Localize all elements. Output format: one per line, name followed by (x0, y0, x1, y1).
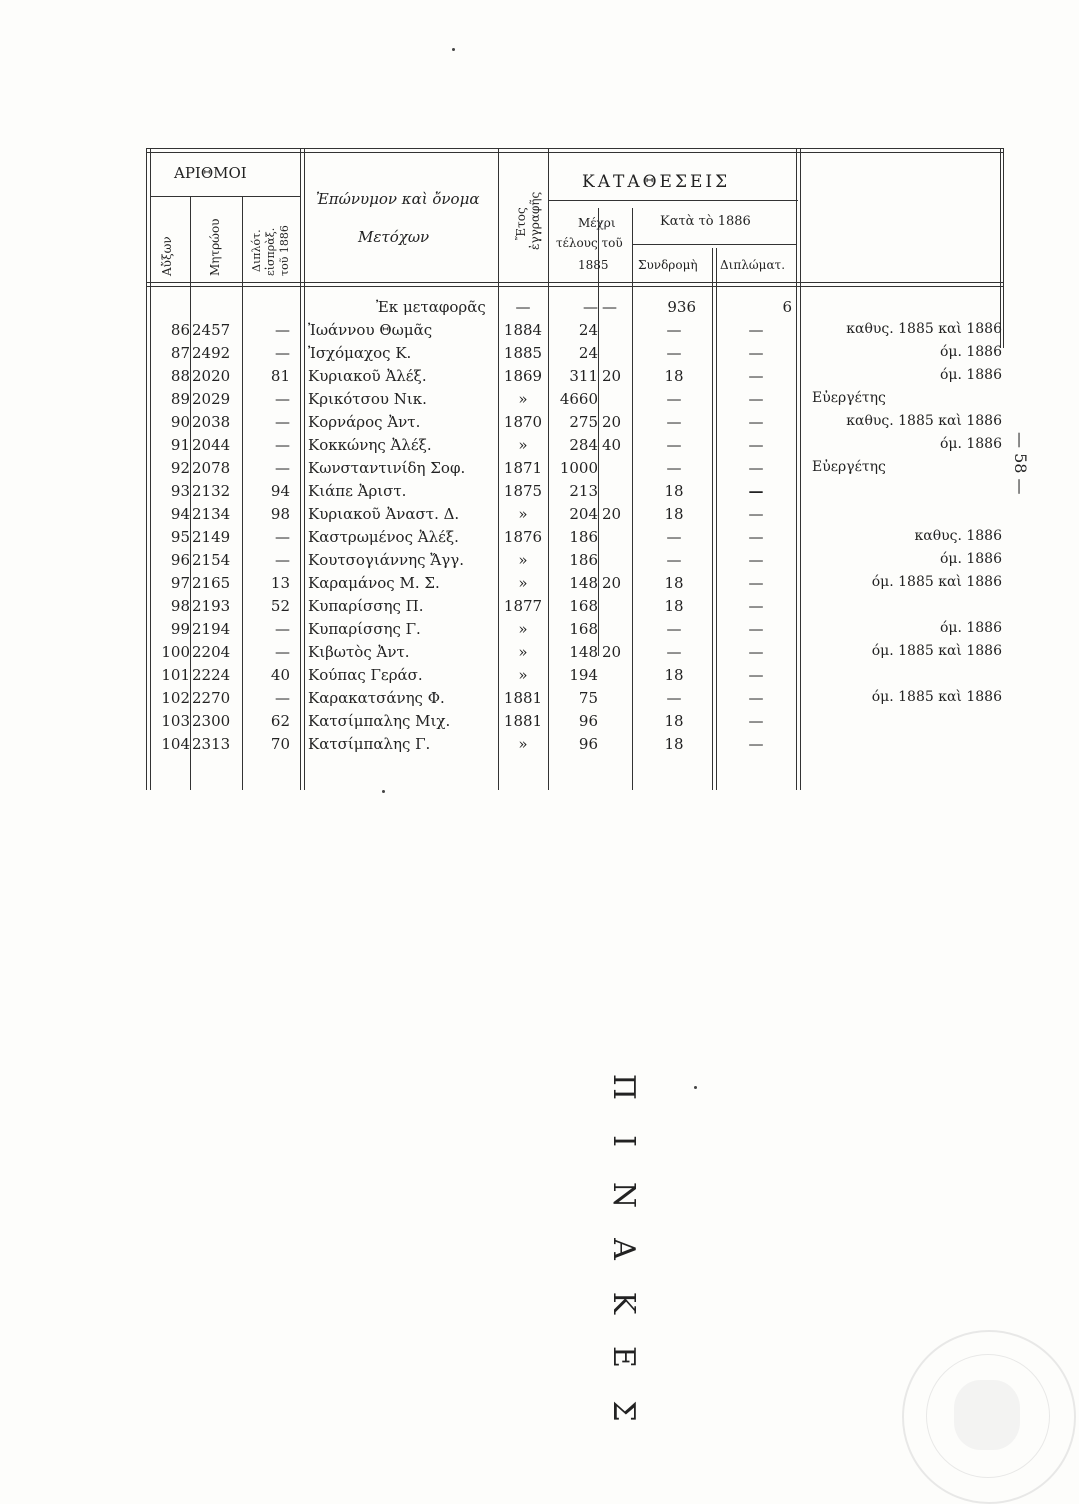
cell-dipl: 52 (270, 597, 290, 615)
header-syndromi: Συνδρομὴ (638, 258, 698, 272)
cell-name: Κιάπε Ἀριστ. (308, 482, 407, 500)
cell-dipl: — (275, 390, 290, 408)
header-mexri-2: τέλους τοῦ (556, 236, 623, 250)
cell-diplomat: — (748, 344, 764, 362)
cell-etos: » (518, 390, 528, 408)
cell-lepta: 20 (602, 367, 622, 385)
cell-syndromi: 18 (664, 666, 684, 684)
cell-note: όμ. 1886 (939, 436, 1002, 452)
cell-dipl: — (275, 344, 290, 362)
cell-mitr: 2044 (192, 436, 231, 454)
cell-drachmai: — (583, 298, 598, 316)
cell-syndromi: — (666, 321, 682, 339)
cell-auxon: 92 (170, 459, 190, 477)
header-etos-1: Ἔτος (514, 207, 528, 240)
cell-syndromi: — (666, 528, 682, 546)
col-line (1000, 148, 1001, 348)
cell-dipl: 40 (270, 666, 290, 684)
cell-drachmai: 24 (578, 321, 598, 339)
cell-diplomat: — (748, 413, 764, 431)
header-dipl-2: εἰσπρὰξ. (264, 227, 277, 276)
cell-diplomat: — (748, 367, 764, 385)
cell-dipl: — (275, 689, 290, 707)
cell-auxon: 86 (170, 321, 190, 339)
cell-auxon: 94 (170, 505, 190, 523)
cell-note: όμ. 1886 (939, 551, 1002, 567)
cell-diplomat: — (748, 482, 764, 500)
cell-name: Κούπας Γεράσ. (308, 666, 423, 684)
header-arithmoi: ΑΡΙΘΜΟΙ (174, 164, 247, 182)
cell-name: Κουτσογιάννης Ἄγγ. (308, 551, 464, 569)
cell-diplomat: — (748, 528, 764, 546)
cell-etos: » (518, 574, 528, 592)
cell-name: Κιβωτὸς Ἀντ. (308, 643, 410, 661)
cell-syndromi: 18 (664, 505, 684, 523)
cell-mitr: 2193 (192, 597, 231, 615)
header-dipl-1: Διπλότ. (250, 229, 263, 272)
cell-lepta: 20 (602, 643, 622, 661)
cell-diplomat: — (748, 436, 764, 454)
library-seal-watermark (902, 1330, 1076, 1504)
cell-name: Ἐκ μεταφορᾶς (376, 298, 486, 316)
cell-syndromi: 18 (664, 482, 684, 500)
top-border (146, 148, 1004, 153)
cell-drachmai: 4660 (559, 390, 598, 408)
header-bottom-border (146, 282, 1004, 287)
header-mexri-3: 1885 (578, 258, 609, 272)
cell-etos: » (518, 505, 528, 523)
cell-auxon: 88 (170, 367, 190, 385)
cell-mitr: 2224 (192, 666, 231, 684)
cell-etos: 1884 (503, 321, 543, 339)
table-row (146, 434, 1006, 456)
cell-name: Κυριακοῦ Ἀλέξ. (308, 367, 427, 385)
cell-syndromi: 18 (664, 735, 684, 753)
cell-mitr: 2300 (192, 712, 231, 730)
table-row (146, 411, 1006, 433)
table-row (146, 503, 1006, 525)
page-number: — 58 — (1011, 432, 1030, 495)
pinakes-letter: Α (606, 1238, 641, 1260)
seal-emblem (954, 1380, 1020, 1450)
cell-etos: » (518, 551, 528, 569)
cell-name: Κατσίμπαλης Γ. (308, 735, 431, 753)
header-diplomat: Διπλώματ. (720, 258, 786, 272)
pinakes-letter: Ε (606, 1346, 641, 1368)
cell-syndromi: 18 (664, 712, 684, 730)
table-row (146, 388, 1006, 410)
cell-lepta: 40 (602, 436, 622, 454)
cell-etos: 1881 (503, 689, 543, 707)
cell-etos: — (515, 298, 531, 316)
cell-syndromi: — (666, 436, 682, 454)
cell-mitr: 2154 (192, 551, 231, 569)
cell-diplomat: — (748, 620, 764, 638)
cell-diplomat: — (748, 551, 764, 569)
cell-auxon: 93 (170, 482, 190, 500)
cell-auxon: 98 (170, 597, 190, 615)
table-row (146, 595, 1006, 617)
cell-auxon: 104 (161, 735, 190, 753)
cell-syndromi: — (666, 643, 682, 661)
cell-syndromi: — (666, 459, 682, 477)
table-row (146, 365, 1006, 387)
cell-drachmai: 284 (569, 436, 598, 454)
cell-drachmai: 186 (569, 551, 598, 569)
cell-dipl: — (275, 436, 290, 454)
cell-auxon: 87 (170, 344, 190, 362)
kata-rule (632, 244, 796, 245)
cell-auxon: 96 (170, 551, 190, 569)
cell-drachmai: 204 (569, 505, 598, 523)
cell-note: όμ. 1885 καὶ 1886 (871, 574, 1002, 590)
cell-auxon: 90 (170, 413, 190, 431)
cell-mitr: 2038 (192, 413, 231, 431)
cell-drachmai: 194 (569, 666, 598, 684)
cell-name: Καραμάνος Μ. Σ. (308, 574, 440, 592)
cell-diplomat: — (748, 735, 764, 753)
cell-mitr: 2165 (192, 574, 231, 592)
cell-name: Κορνάρος Ἀντ. (308, 413, 421, 431)
cell-drachmai: 168 (569, 620, 598, 638)
table-row (146, 457, 1006, 479)
table-row (146, 526, 1006, 548)
cell-drachmai: 148 (569, 574, 598, 592)
col-line (1003, 148, 1004, 348)
cell-diplomat: — (748, 390, 764, 408)
table-row (146, 572, 1006, 594)
pinakes-letter: Ι (606, 1135, 641, 1147)
pinakes-letter: Σ (606, 1400, 641, 1422)
cell-syndromi: — (666, 551, 682, 569)
cell-diplomat: — (748, 712, 764, 730)
header-dipl-3: τοῦ 1886 (278, 225, 291, 276)
cell-name: Ἰσχόμαχος Κ. (308, 344, 412, 362)
cell-etos: » (518, 620, 528, 638)
cell-drachmai: 24 (578, 344, 598, 362)
cell-name: Κωνσταντινίδη Σοφ. (308, 459, 466, 477)
cell-mitr: 2020 (192, 367, 231, 385)
header-mexri-1: Μέχρι (578, 216, 616, 230)
cell-mitr: 2204 (192, 643, 231, 661)
cell-diplomat: — (748, 643, 764, 661)
cell-drachmai: 275 (569, 413, 598, 431)
cell-diplomat: — (748, 505, 764, 523)
cell-note: όμ. 1886 (939, 620, 1002, 636)
pinakes-letter: Ν (606, 1181, 641, 1209)
table-row (146, 618, 1006, 640)
cell-name: Ἰωάννου Θωμᾶς (308, 321, 433, 339)
cell-etos: » (518, 735, 528, 753)
header-name-1: Ἐπώνυμον καὶ ὄνομα (316, 190, 480, 208)
cell-syndromi: 18 (664, 574, 684, 592)
table-row (146, 480, 1006, 502)
cell-dipl: — (275, 413, 290, 431)
cell-syndromi: — (666, 413, 682, 431)
cell-note: Εὐεργέτης (812, 459, 886, 475)
cell-name: Κυπαρίσσης Γ. (308, 620, 421, 638)
cell-auxon: 103 (161, 712, 190, 730)
header-etos-2: ἐγγραφῆς (528, 191, 542, 250)
cell-auxon: 91 (170, 436, 190, 454)
cell-dipl: 98 (270, 505, 290, 523)
cell-mitr: 2149 (192, 528, 231, 546)
cell-mitr: 2078 (192, 459, 231, 477)
cell-lepta: — (602, 298, 617, 316)
table-row (146, 664, 1006, 686)
cell-etos: » (518, 436, 528, 454)
cell-drachmai: 186 (569, 528, 598, 546)
table-row (146, 342, 1006, 364)
table-row (146, 641, 1006, 663)
header-mitr: Μητρώου (208, 218, 222, 276)
cell-dipl: 81 (270, 367, 290, 385)
cell-name: Καστρωμένος Ἀλέξ. (308, 528, 459, 546)
cell-drachmai: 75 (578, 689, 598, 707)
katatheseis-rule (548, 200, 798, 201)
cell-etos: 1871 (503, 459, 543, 477)
cell-etos: 1869 (503, 367, 543, 385)
cell-etos: » (518, 643, 528, 661)
cell-etos: 1881 (503, 712, 543, 730)
cell-etos: » (518, 666, 528, 684)
cell-note: όμ. 1886 (939, 344, 1002, 360)
pinakes-heading (603, 1060, 643, 1438)
cell-name: Καρακατσάνης Φ. (308, 689, 445, 707)
cell-drachmai: 311 (569, 367, 598, 385)
cell-name: Κυπαρίσσης Π. (308, 597, 424, 615)
cell-syndromi: — (666, 390, 682, 408)
table-row (146, 296, 1006, 318)
cell-dipl: 13 (270, 574, 290, 592)
cell-drachmai: 96 (578, 712, 598, 730)
cell-dipl: — (275, 321, 290, 339)
cell-diplomat: — (748, 689, 764, 707)
cell-dipl: — (275, 620, 290, 638)
ink-speck (452, 48, 455, 51)
cell-note: όμ. 1885 καὶ 1886 (871, 643, 1002, 659)
ink-speck (382, 790, 385, 793)
table-row (146, 549, 1006, 571)
cell-name: Κατσίμπαλης Μιχ. (308, 712, 451, 730)
cell-etos: 1876 (503, 528, 543, 546)
table-row (146, 319, 1006, 341)
cell-auxon: 101 (161, 666, 190, 684)
cell-auxon: 102 (161, 689, 190, 707)
cell-auxon: 95 (170, 528, 190, 546)
cell-note: όμ. 1886 (939, 367, 1002, 383)
arithmoi-rule (150, 196, 300, 197)
cell-note: όμ. 1885 καὶ 1886 (871, 689, 1002, 705)
cell-syndromi: — (666, 620, 682, 638)
cell-mitr: 2492 (192, 344, 231, 362)
cell-dipl: — (275, 551, 290, 569)
cell-lepta: 20 (602, 505, 622, 523)
cell-diplomat: — (748, 666, 764, 684)
pinakes-letter: Κ (606, 1291, 641, 1315)
cell-name: Κρικότσου Νικ. (308, 390, 427, 408)
cell-mitr: 2132 (192, 482, 231, 500)
cell-auxon: 100 (161, 643, 190, 661)
cell-mitr: 2134 (192, 505, 231, 523)
cell-diplomat: 6 (782, 298, 792, 316)
cell-etos: 1885 (503, 344, 543, 362)
cell-lepta: 20 (602, 574, 622, 592)
cell-auxon: 97 (170, 574, 190, 592)
cell-syndromi: — (666, 689, 682, 707)
cell-note: καθυς. 1886 (914, 528, 1002, 544)
header-name-2: Μετόχων (358, 228, 430, 246)
cell-syndromi: 18 (664, 367, 684, 385)
cell-name: Κοκκώνης Ἀλέξ. (308, 436, 432, 454)
cell-drachmai: 96 (578, 735, 598, 753)
cell-dipl: 70 (270, 735, 290, 753)
cell-auxon: 89 (170, 390, 190, 408)
cell-auxon: 99 (170, 620, 190, 638)
cell-drachmai: 148 (569, 643, 598, 661)
cell-syndromi: 936 (667, 298, 696, 316)
cell-syndromi: — (666, 344, 682, 362)
cell-diplomat: — (748, 459, 764, 477)
cell-note: καθυς. 1885 καὶ 1886 (846, 413, 1002, 429)
header-katatheseis: ΚΑΤΑΘΕΣΕΙΣ (582, 172, 731, 192)
cell-drachmai: 1000 (559, 459, 598, 477)
cell-drachmai: 168 (569, 597, 598, 615)
cell-etos: 1870 (503, 413, 543, 431)
cell-diplomat: — (748, 574, 764, 592)
cell-diplomat: — (748, 597, 764, 615)
ink-speck (694, 1086, 697, 1089)
cell-etos: 1875 (503, 482, 543, 500)
cell-mitr: 2194 (192, 620, 231, 638)
table-row (146, 733, 1006, 755)
cell-diplomat: — (748, 321, 764, 339)
header-kata: Κατὰ τὸ 1886 (660, 214, 751, 229)
cell-syndromi: 18 (664, 597, 684, 615)
cell-dipl: 62 (270, 712, 290, 730)
cell-note: καθυς. 1885 καὶ 1886 (846, 321, 1002, 337)
cell-drachmai: 213 (569, 482, 598, 500)
pinakes-letter: Π (606, 1073, 641, 1101)
cell-dipl: — (275, 643, 290, 661)
cell-name: Κυριακοῦ Ἀναστ. Δ. (308, 505, 460, 523)
cell-mitr: 2457 (192, 321, 231, 339)
cell-note: Εὐεργέτης (812, 390, 886, 406)
cell-mitr: 2313 (192, 735, 231, 753)
cell-dipl: 94 (270, 482, 290, 500)
cell-dipl: — (275, 459, 290, 477)
cell-etos: 1877 (503, 597, 543, 615)
header-auxon: Αὔξων (160, 236, 174, 276)
cell-dipl: — (275, 528, 290, 546)
cell-mitr: 2029 (192, 390, 231, 408)
table-row (146, 687, 1006, 709)
table-row (146, 710, 1006, 732)
cell-mitr: 2270 (192, 689, 231, 707)
cell-lepta: 20 (602, 413, 622, 431)
